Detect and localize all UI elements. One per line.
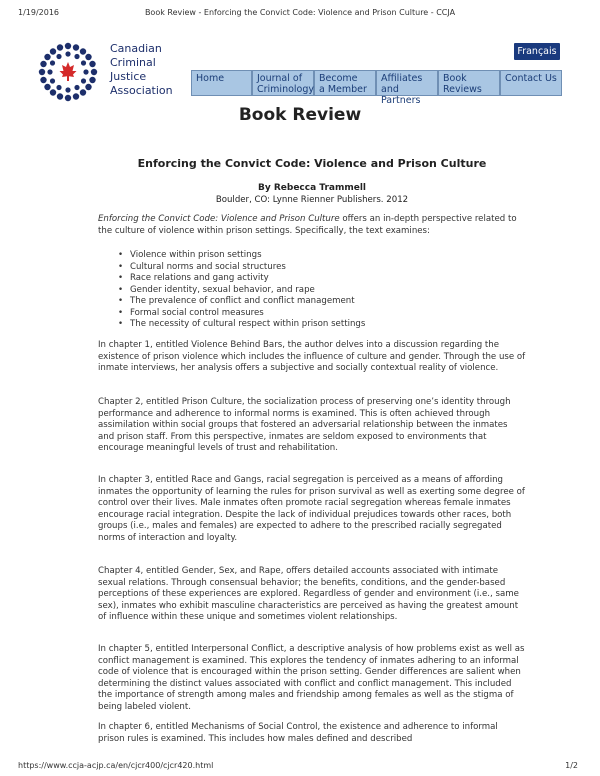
chapter-paragraph: In chapter 3, entitled Race and Gangs, racial segregation is perceived as a means of affording inmates the opportunity of learning the rules for prison survival as well as exerting some degree of control over their lives. Male inmates often promote racial segregation whereas female inmates encourage racial integration. Despite the lack of individual prejudices towards other races, both groups (i.e., males and females) are expected to adhere to the prescribed racially segregated norms of interaction and loyalty.	[98, 475, 525, 543]
nav-tab-label: Home	[196, 73, 225, 84]
chapter-paragraph: Chapter 4, entitled Gender, Sex, and Rape, offers detailed accounts associated with intimate sexual relations. Through consensual behavior; the benefits, conditions, and the gender-based perceptions of these experiences are explored. Regardless of gender and environment (i.e., same sex), inmates who exhibit masculine characteristics are perceived as having the greatest amount of influence within these unique and sometimes violent relationships.	[98, 566, 519, 622]
list-item: • The prevalence of conflict and conflict management	[118, 296, 365, 308]
language-toggle-button[interactable]: Français	[514, 43, 560, 60]
intro-text: offers an in-depth perspective related to the culture of violence within prison settings. Specifically, the text examines:	[98, 214, 517, 236]
chapter-paragraph: In chapter 5, entitled Interpersonal Conflict, a descriptive analysis of how problems exist as well as conflict management is examined. This explores the tendency of inmates adhering to an informal code of violence that is encouraged within the prison setting. Gender differences are salient when determining the distinct values associated with conflict and conflict management. This included the importance of strength among males and friendship among females as well as the stigma of being labeled violent.	[98, 644, 525, 712]
print-date: 1/19/2016	[18, 8, 60, 17]
chapter-paragraph: In chapter 6, entitled Mechanisms of Social Control, the existence and adherence to informal prison rules is examined. This includes how males defined and described	[98, 722, 498, 744]
chapter-paragraph: In chapter 1, entitled Violence Behind Bars, the author delves into a discussion regarding the existence of prison violence which includes the influence of culture and gender. Through the use of inmate interviews, her analysis offers a subjective and socially contextual reality of violence.	[98, 340, 526, 373]
nav-tab-label: Affiliates	[381, 73, 423, 84]
list-item: • Gender identity, sexual behavior, and rape	[118, 285, 365, 297]
article-publisher: Boulder, CO: Lynne Rienner Publishers. 2012	[215, 195, 409, 205]
nav-tab-label: Reviews	[443, 84, 482, 95]
topic-list	[118, 250, 365, 331]
nav-tab-journal[interactable]	[252, 70, 314, 96]
chapter-paragraph: Chapter 2, entitled Prison Culture, the socialization process of preserving one’s identity through performance and adherence to informal norms is examined. This is often achieved through assimilation within social groups that fostered an adversarial relationship between the inmates and prison staff. From this perspective, inmates are seldom exposed to environments that encourage meaningful levels of trust and rehabilitation.	[98, 397, 511, 453]
article-author: By Rebecca Trammell	[257, 183, 366, 193]
list-item: • Cultural norms and social structures	[118, 262, 365, 274]
nav-tab-label: Become	[319, 73, 358, 84]
nav-tab-label: a Member	[319, 84, 367, 95]
nav-tab-label: Criminology	[257, 84, 315, 95]
print-url: https://www.ccja-acjp.ca/en/cjcr400/cjcr420.html	[18, 761, 214, 770]
nav-tab-membership[interactable]	[314, 70, 376, 96]
nav-tab-label: Journal of	[257, 73, 303, 84]
org-name-line: Canadian	[110, 42, 162, 55]
page-title: Book Review	[238, 105, 362, 125]
nav-tab-book-reviews[interactable]	[438, 70, 500, 96]
nav-tab-home[interactable]	[191, 70, 252, 96]
nav-tab-label: and Partners	[381, 84, 421, 106]
print-page-number: 1/2	[565, 761, 578, 770]
org-name-line: Association	[110, 84, 173, 97]
organization-name	[110, 42, 173, 98]
nav-tab-label: Book	[443, 73, 467, 84]
list-item: • The necessity of cultural respect within prison settings	[118, 319, 365, 331]
org-name-line: Justice	[110, 70, 147, 83]
org-name-line: Criminal	[110, 56, 156, 69]
intro-book-title: Enforcing the Convict Code: Violence and Prison Culture	[98, 214, 340, 224]
list-item: • Race relations and gang activity	[118, 273, 365, 285]
ccja-logo-icon	[38, 42, 98, 102]
list-item: • Formal social control measures	[118, 308, 365, 320]
nav-tab-contact[interactable]	[500, 70, 562, 96]
intro-paragraph	[98, 214, 526, 237]
nav-tab-label: Contact Us	[505, 73, 557, 84]
list-item: • Violence within prison settings	[118, 250, 365, 262]
print-page-title: Book Review - Enforcing the Convict Code: Violence and Prison Culture - CCJA	[144, 8, 456, 17]
nav-tab-affiliates[interactable]	[376, 70, 438, 106]
article-title: Enforcing the Convict Code: Violence and Prison Culture	[137, 157, 487, 170]
